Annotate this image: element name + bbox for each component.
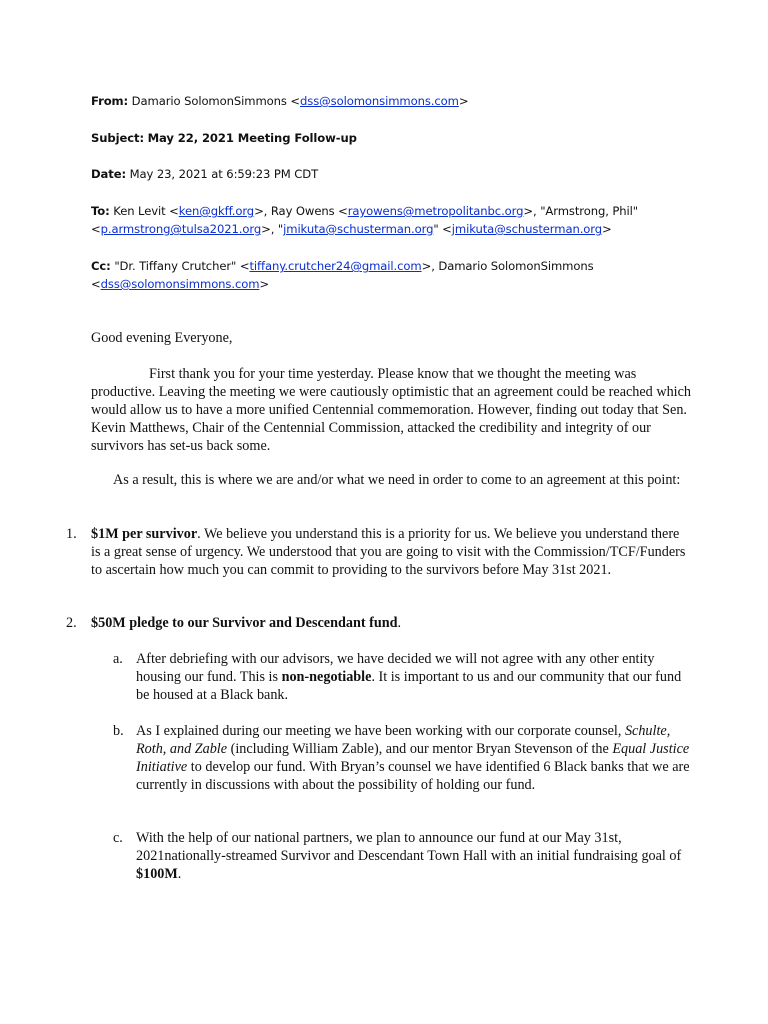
sub-a-text-2: . It is important to us and our community that our fund be housed at a Black bank.	[136, 669, 682, 703]
sub-b-text-3: to develop our fund. With Bryan’s counsel we have identified 6 Black banks that we are currently in discussions with about the possibility of holding our fund.	[136, 759, 690, 793]
sub-letter-a: a.	[113, 651, 123, 667]
item-1-bold: $1M per survivor	[91, 526, 198, 542]
date-text: May 23, 2021 at 6:59:23 PM CDT	[129, 167, 319, 181]
item-1-text: . We believe you understand this is a priority for us. We believe you understand there is a great sense of urgency. We understood that you are going to visit with the Commission/TCF/Funders to ascertain how much you can commit to providing to the survivors before May 31st 2021.	[91, 526, 686, 578]
subject-line	[91, 129, 357, 147]
paragraph-2	[91, 471, 691, 489]
list-number-2: 2.	[66, 615, 77, 631]
sub-c-bold: $100M	[136, 866, 178, 882]
from-name: Damario SolomonSimmons	[131, 94, 287, 108]
item-2-bold: $50M pledge to our Survivor and Descendant fund	[91, 615, 398, 631]
sub-b-italic-1: Schulte, Roth, and Zable	[136, 723, 671, 757]
cc-label: Cc:	[91, 259, 111, 273]
sub-b-text-1: As I explained during our meeting we have been working with our corporate counsel,	[136, 723, 625, 739]
from-email-link[interactable]: dss@solomonsimmons.com	[300, 94, 459, 108]
sub-a-bold: non-negotiable	[281, 669, 372, 685]
from-label: From:	[91, 94, 129, 108]
sub-item-b	[136, 722, 696, 794]
cc-name-1: "Dr. Tiffany Crutcher"	[114, 259, 237, 273]
sub-item-a	[136, 650, 696, 704]
sub-a-text-1: After debriefing with our advisors, we have decided we will not agree with any other entity housing our fund. This is	[136, 651, 655, 685]
sub-c-text-2: .	[177, 866, 182, 882]
cc-email-1-link[interactable]: tiffany.crutcher24@gmail.com	[249, 259, 422, 273]
paragraph-1	[91, 365, 691, 455]
to-email-1-link[interactable]: ken@gkff.org	[178, 204, 255, 218]
sub-b-text-2: (including William Zable), and our mentor Bryan Stevenson of the	[227, 741, 613, 757]
subject-label: Subject:	[91, 131, 144, 145]
to-email-3-link[interactable]: p.armstrong@tulsa2021.org	[100, 222, 262, 236]
sub-b-italic-2: Equal Justice Initiative	[136, 741, 690, 775]
list-item-1	[91, 525, 691, 579]
to-name-1: Ken Levit	[113, 204, 166, 218]
paragraph-1-text: First thank you for your time yesterday. Please know that we thought the meeting was productive. Leaving the meeting we were cautiously optimistic that an agreement could be reached which would allow us to have a more unified Centennial commemoration. However, finding out today that Sen. Kevin Matthews, Chair of the Centennial Commission, attacked the credibility and integrity of our survivors has set-us back some.	[91, 366, 691, 454]
to-email-2-link[interactable]: rayowens@metropolitanbc.org	[347, 204, 524, 218]
list-number-1: 1.	[66, 526, 77, 542]
to-name-3: "Armstrong, Phil"	[540, 204, 638, 218]
to-name-2: Ray Owens	[270, 204, 335, 218]
list-item-2	[91, 614, 691, 632]
sub-item-c	[136, 829, 696, 883]
greeting: Good evening Everyone,	[91, 330, 233, 346]
date-label: Date:	[91, 167, 126, 181]
from-line: From: Damario SolomonSimmons <dss@solomonsimmons.com>	[91, 94, 469, 108]
to-line-2: <p.armstrong@tulsa2021.org>, "jmikuta@schusterman.org" <jmikuta@schusterman.org>	[91, 222, 612, 236]
cc-line-1: Cc: "Dr. Tiffany Crutcher" <tiffany.crutcher24@gmail.com>, Damario SolomonSimmons	[91, 259, 594, 273]
cc-line-2: <dss@solomonsimmons.com>	[91, 277, 270, 291]
item-2-text: .	[397, 615, 402, 631]
date-line	[91, 165, 318, 183]
to-line-1: To: Ken Levit <ken@gkff.org>, Ray Owens <rayowens@metropolitanbc.org>, "Armstrong, Phil"	[91, 204, 638, 218]
sub-letter-b: b.	[113, 723, 124, 739]
subject-text: May 22, 2021 Meeting Follow-up	[147, 131, 357, 145]
sub-c-text-1: With the help of our national partners, we plan to announce our fund at our May 31st, 2021nationally-streamed Survivor and Descendant Town Hall with an initial fundraising goal of	[136, 830, 682, 864]
cc-email-2-link[interactable]: dss@solomonsimmons.com	[100, 277, 260, 291]
to-name-4-link[interactable]: jmikuta@schusterman.org	[283, 222, 434, 236]
paragraph-2-text: As a result, this is where we are and/or what we need in order to come to an agreement at this point:	[113, 472, 681, 488]
sub-letter-c: c.	[113, 830, 123, 846]
to-label: To:	[91, 204, 110, 218]
to-email-4-link[interactable]: jmikuta@schusterman.org	[451, 222, 603, 236]
cc-name-2: Damario SolomonSimmons	[438, 259, 594, 273]
